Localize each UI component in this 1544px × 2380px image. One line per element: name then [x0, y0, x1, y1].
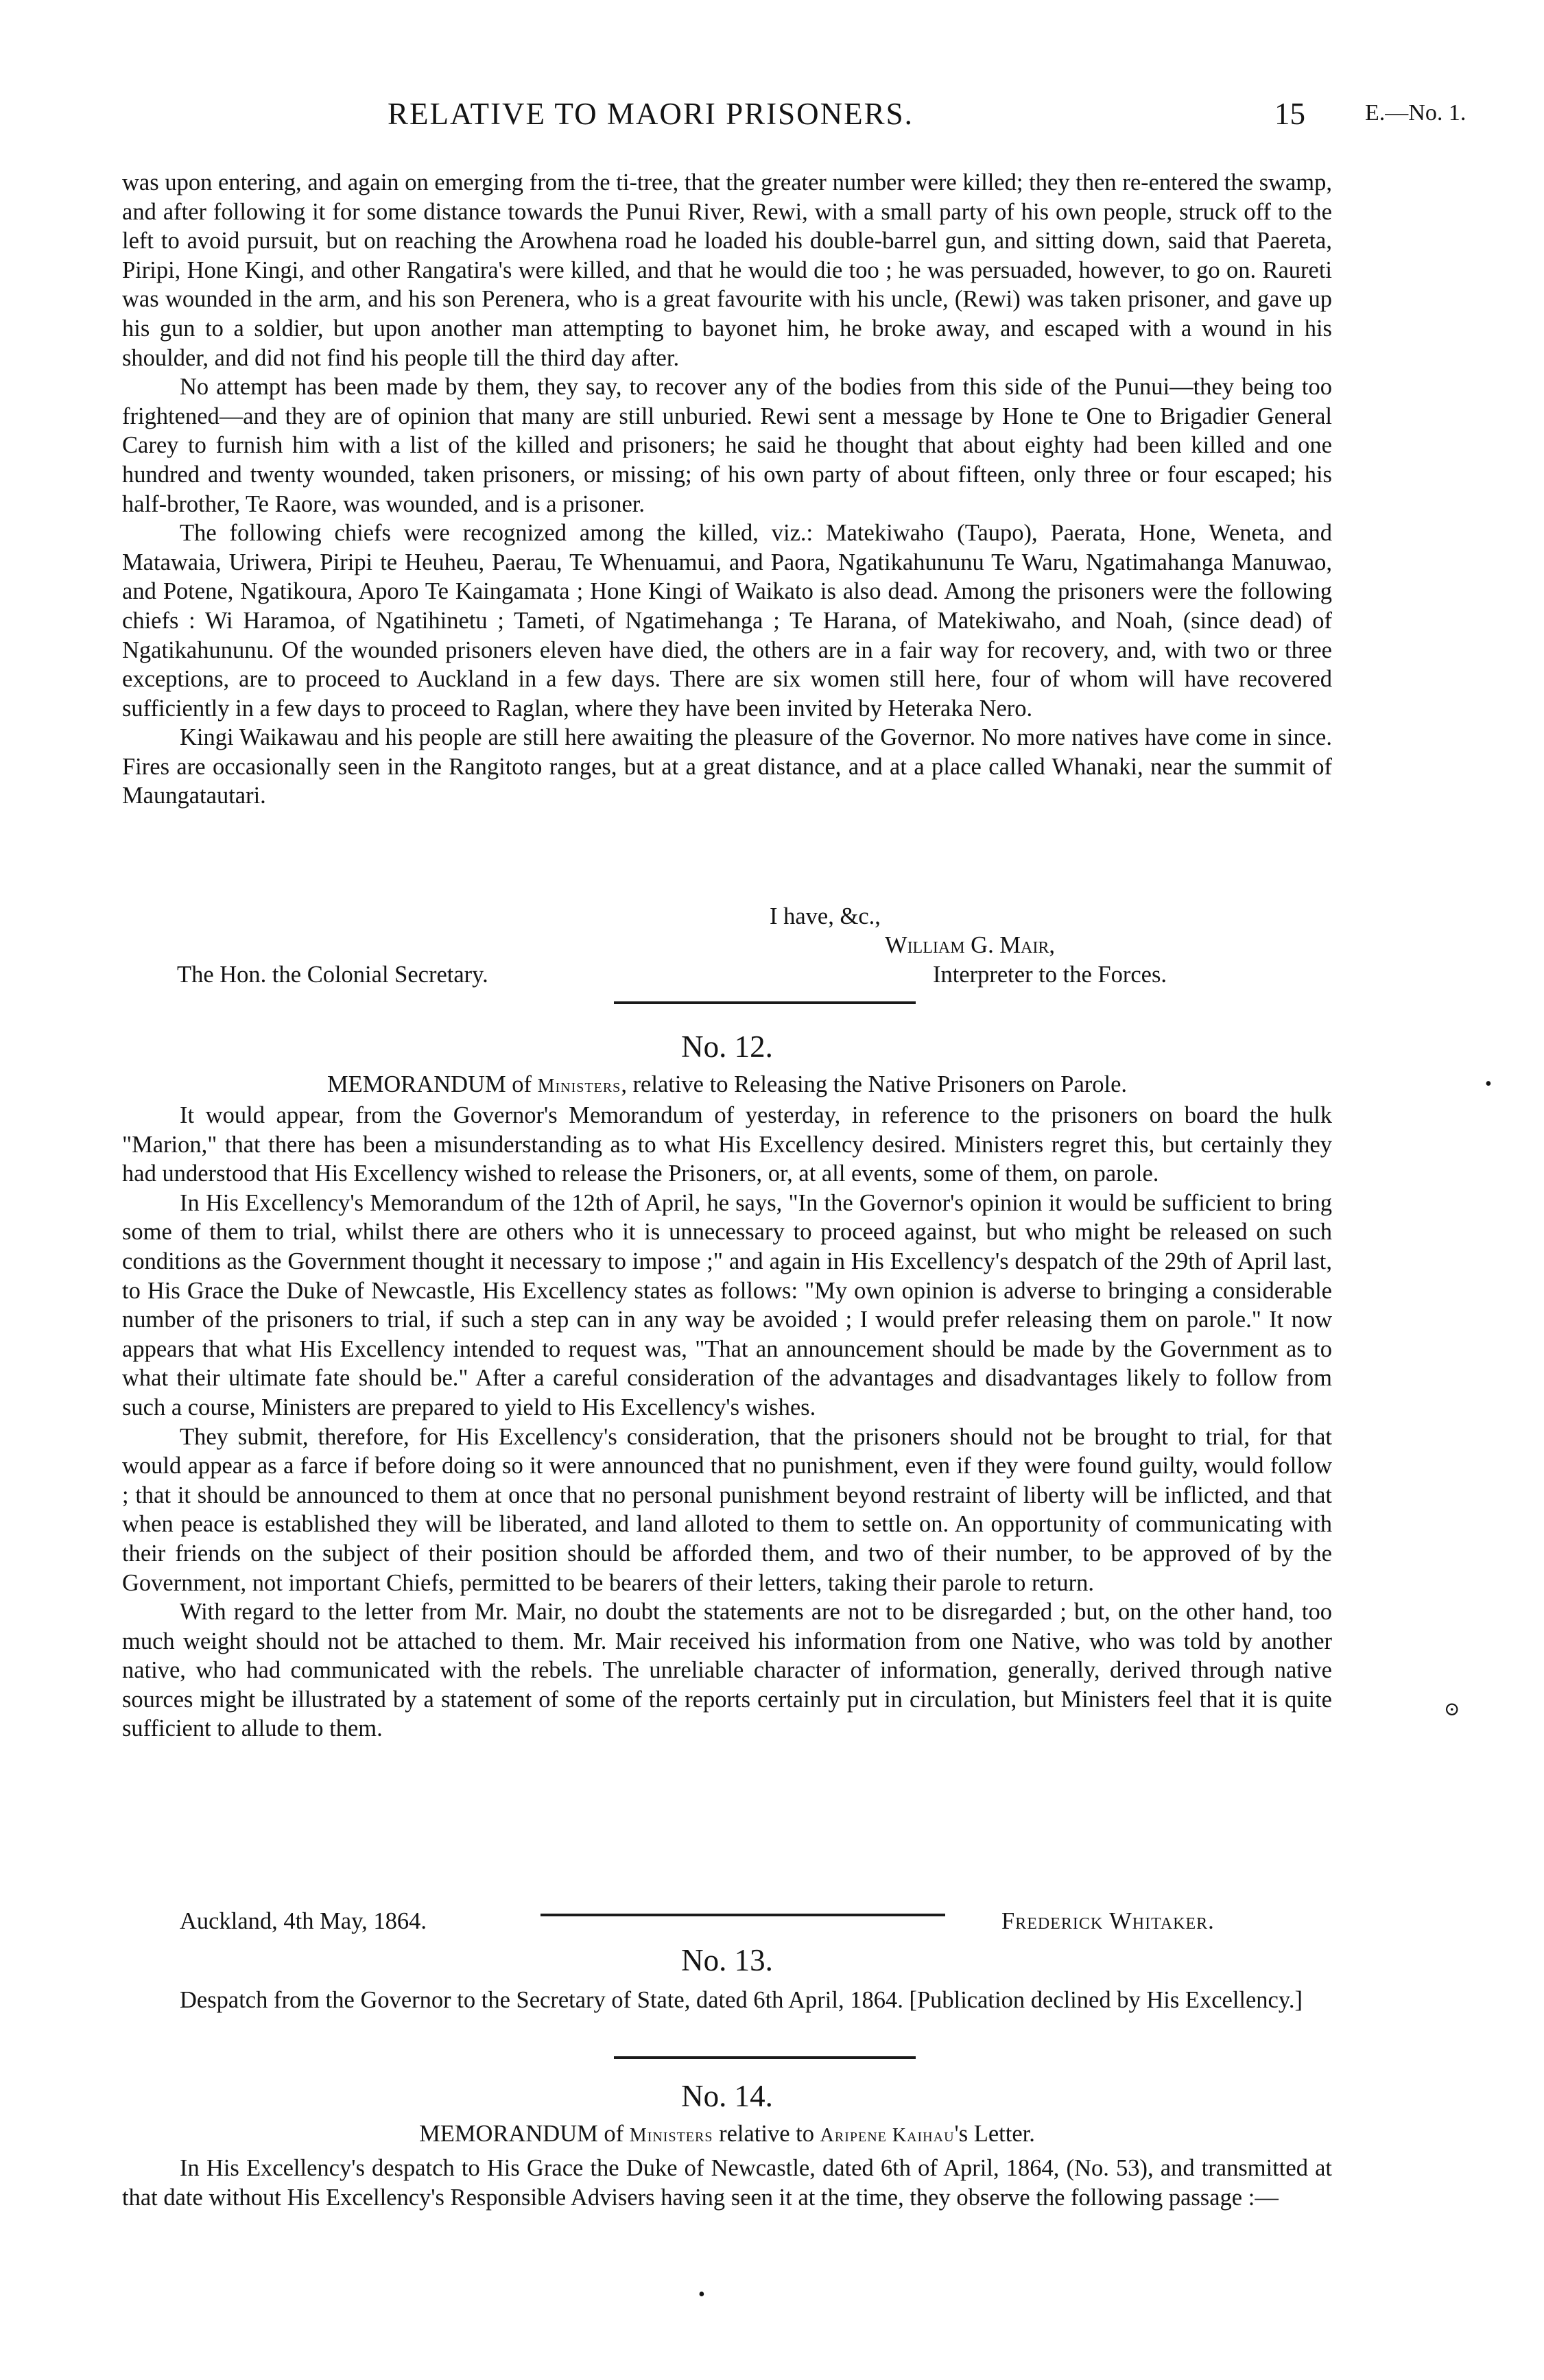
memorandum-paragraph: They submit, therefore, for His Excellency's consideration, that the prisoners should not be brought to trial, for that would appear as a farce if before doing so it were announced that no punishment, even if they were found guilty, would follow ; that it should be announced to them at once that no personal punishment beyond restraint of liberty will be inflicted, and that when peace is established they will be liberated, and land alloted to them to settle on. An opportunity of communicating with their friends on the subject of their position should be afforded them, and two of their number, to be approved of by the Government, not important Chiefs, permitted to be bearers of their letters, taking their parole to return.	[122, 1423, 1332, 1596]
letter-signatory: William G. Mair,	[885, 932, 1055, 958]
section-heading-no14: No. 14.	[681, 2079, 773, 2113]
page-number: 15	[1274, 97, 1305, 131]
despatch-text: Despatch from the Governor to the Secretary of State, dated 6th April, 1864. [Publication declined by His Excellency.]	[180, 1987, 1303, 2013]
subheading-smallcaps: Ministers	[537, 1075, 621, 1097]
margin-bullet-mark: •	[1485, 1073, 1492, 1095]
letter-signatory-title: Interpreter to the Forces.	[933, 962, 1167, 988]
running-title: RELATIVE TO MAORI PRISONERS.	[388, 97, 914, 131]
letter-body	[122, 168, 1332, 811]
section-heading-no13: No. 13.	[681, 1943, 773, 1977]
letter-addressee: The Hon. the Colonial Secretary.	[177, 962, 488, 988]
subheading-text: , relative to Releasing the Native Prisoners on Parole.	[621, 1071, 1128, 1097]
memorandum-paragraph: It would appear, from the Governor's Memorandum of yesterday, in reference to the prisoners on board the hulk "Marion," that there has been a misunderstanding as to what His Excellency desired. Ministers regret this, but certainly they had understood that His Excellency wished to release the Prisoners, or, at all events, some of them, on parole.	[122, 1102, 1332, 1187]
despatch-body-no13	[122, 1986, 1332, 2015]
running-head	[0, 96, 1544, 137]
section-subheading-no14	[122, 2121, 1332, 2147]
subheading-text: 's Letter.	[954, 2121, 1035, 2147]
letter-paragraph: No attempt has been made by them, they say, to recover any of the bodies from this side of the Punui—they being too frightened—and they are of opinion that many are still unburied. Rewi sent a message by Hone te One to Brigadier General Carey to furnish him with a list of the killed and prisoners; he said he thought that about eighty had been killed and one hundred and twenty wounded, taken prisoners, or missing; of his own party of about fifteen, only three or four escaped; his half-brother, Te Raore, was wounded, and is a prisoner.	[122, 374, 1332, 517]
margin-circle-mark: ⊙	[1444, 1699, 1460, 1720]
memorandum-signatory: Frederick Whitaker.	[1001, 1908, 1215, 1934]
letter-closing: I have, &c.,	[770, 903, 881, 929]
subheading-text: MEMORANDUM of	[326, 1071, 538, 1097]
section-heading-no12: No. 12.	[681, 1030, 773, 1064]
subheading-smallcaps: Ministers	[629, 2125, 713, 2146]
section-subheading-no12	[122, 1071, 1332, 1098]
memorandum-paragraph: In His Excellency's despatch to His Grace the Duke of Newcastle, dated 6th of April, 1864, (No. 53), and transmitted at that date without His Excellency's Responsible Advisers having seen it at the time, they observe the following passage :—	[122, 2155, 1332, 2211]
memorandum-place-date: Auckland, 4th May, 1864.	[180, 1908, 427, 1934]
document-reference: E.—No. 1.	[1365, 100, 1466, 126]
signature-rule	[541, 1914, 945, 1916]
letter-paragraph: Kingi Waikawau and his people are still here awaiting the pleasure of the Governor. No more natives have come in since. Fires are occasionally seen in the Rangitoto ranges, but at a great distance, and at a place called Whanaki, near the summit of Maungatautari.	[122, 724, 1332, 809]
subheading-text: MEMORANDUM of	[419, 2121, 630, 2147]
letter-paragraph: The following chiefs were recognized among the killed, viz.: Matekiwaho (Taupo), Paerata, Hone, Weneta, and Matawaia, Uriwera, Piripi te Heuheu, Paerau, Te Whenuamui, and Paora, Ngatikahununu Te Waru, Ngatimahanga Manuwao, and Potene, Ngatikoura, Aporo Te Kaingamata ; Hone Kingi of Waikato is also dead. Among the prisoners were the following chiefs : Wi Haramoa, of Ngatihinetu ; Tameti, of Ngatimehanga ; Te Harana, of Matekiwaho, and Noah, (since dead) of Ngatikahununu. Of the wounded prisoners eleven have died, the others are in a fair way for recovery, and, with two or three exceptions, are to proceed to Auckland in a few days. There are six women still here, four of whom will have recovered sufficiently in a few days to proceed to Raglan, where they have been invited by Heteraka Nero.	[122, 520, 1332, 722]
subheading-smallcaps: Aripene Kaihau	[820, 2125, 955, 2146]
letter-paragraph: was upon entering, and again on emerging from the ti-tree, that the greater number were killed; they then re-entered the swamp, and after following it for some distance towards the Punui River, Rewi, with a small party of his own people, struck off to the left to avoid pursuit, but on reaching the Arowhena road he loaded his double-barrel gun, and sitting down, said that Paereta, Piripi, Hone Kingi, and other Rangatira's were killed, and that he would die too ; he was persuaded, however, to go on. Raureti was wounded in the arm, and his son Perenera, who is a great favourite with his uncle, (Rewi) was taken prisoner, and gave up his gun to a soldier, but upon another man attempting to bayonet him, he broke away, and escaped with a wound in his shoulder, and did not find his people till the third day after.	[122, 169, 1332, 371]
memorandum-paragraph: With regard to the letter from Mr. Mair, no doubt the statements are not to be disregarded ; but, on the other hand, too much weight should not be attached to them. Mr. Mair received his information from one Native, who was told by another native, who had communicated with the rebels. The unreliable character of information, generally, derived through native sources might be illustrated by a statement of some of the reports certainly put in circulation, but Ministers feel that it is quite sufficient to allude to them.	[122, 1599, 1332, 1742]
section-rule	[614, 2056, 916, 2059]
memorandum-paragraph: In His Excellency's Memorandum of the 12th of April, he says, "In the Governor's opinion it would be sufficient to bring some of them to trial, whilst there are others who it is unnecessary to proceed against, but who might be released on such conditions as the Government thought it necessary to impose ;" and again in His Excellency's despatch of the 29th of April last, to His Grace the Duke of Newcastle, His Excellency states as follows: "My own opinion is adverse to bringing a considerable number of the prisoners to trial, if such a step can in any way be avoided ; I would prefer releasing them on parole." It now appears that what His Excellency intended to request was, "That an announcement should be made by the Government as to what their ultimate fate should be." After a careful consideration of the advantages and disadvantages likely to follow from such a course, Ministers are prepared to yield to His Excellency's wishes.	[122, 1189, 1332, 1420]
subheading-text: relative to	[713, 2121, 820, 2147]
section-rule	[614, 1001, 916, 1004]
footer-bullet-mark: •	[698, 2284, 705, 2305]
memorandum-body-no12	[122, 1101, 1332, 1744]
memorandum-body-no14	[122, 2154, 1332, 2212]
